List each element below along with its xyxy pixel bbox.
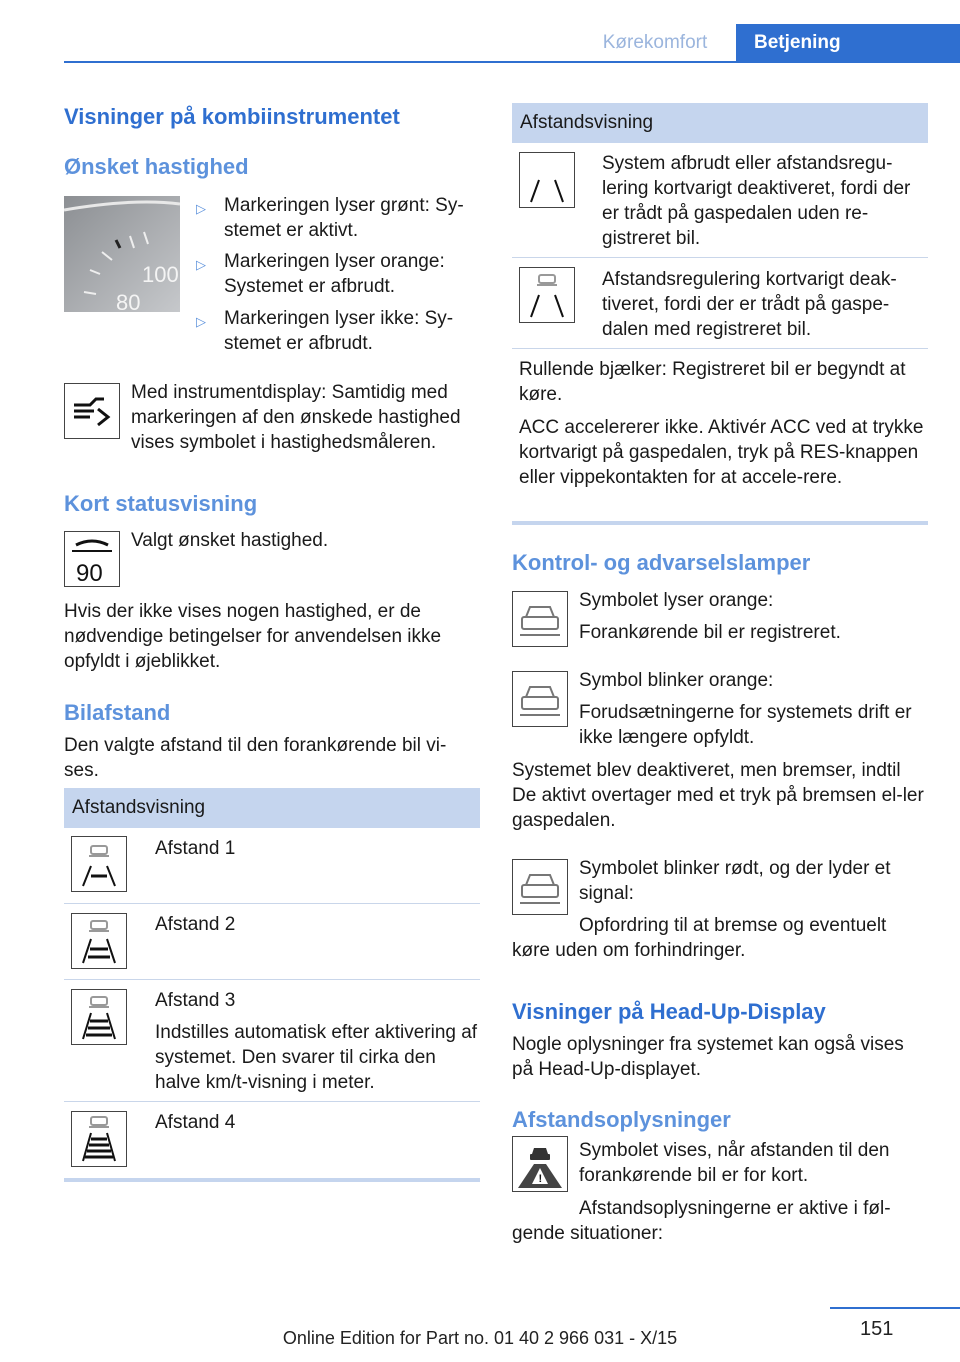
page-number: 151 xyxy=(860,1318,894,1340)
table-separator xyxy=(64,903,480,904)
lamp1-line2: Forankørende bil er registreret. xyxy=(579,622,841,643)
subtitle-distance-info: Afstandsoplysninger xyxy=(512,1107,731,1132)
table-separator xyxy=(64,1101,480,1102)
distance-warning-hud-icon xyxy=(512,1136,568,1192)
header-tab-active: Betjening xyxy=(736,24,960,62)
lamp3-line2a: Opfordring til at bremse og eventuelt xyxy=(579,915,887,936)
acc-not-accelerating-text: ACC accelererer ikke. Aktivér ACC ved at trykke kortvarigt på gaspedalen, tryk på RES-knappen eller vippekontakten for at accele-rere. xyxy=(519,417,924,488)
header-tab-section: Kørekomfort xyxy=(602,32,708,53)
bullet-item: ▷ Markeringen lyser ikke: Sy- stemet er afbrudt. xyxy=(196,308,454,354)
car-ahead-icon xyxy=(512,591,568,647)
gauge-label-100: 100 xyxy=(142,262,179,287)
distance-row-label: Afstand 4 xyxy=(155,1112,236,1133)
hud-text: Nogle oplysninger fra systemet kan også vises på Head-Up-displayet. xyxy=(512,1034,904,1080)
distance-intro: Den valgte afstand til den forankørende bil vi-ses. xyxy=(64,735,447,781)
lamp3-line1: Symbolet blinker rødt, og der lyder et signal: xyxy=(579,858,891,904)
hud-title: Visninger på Head-Up-Display xyxy=(512,999,826,1024)
table-end-rule xyxy=(64,1178,480,1182)
desired-speed-90-icon xyxy=(64,531,120,587)
lamp3-line2b: køre uden om forhindringer. xyxy=(512,940,746,961)
acc-interrupted-icon xyxy=(519,152,575,208)
acc-deactivated-car-icon xyxy=(519,267,575,323)
acc-interrupted-text: System afbrudt eller afstandsregu-lering kortvarigt deaktiveret, fordi der er trådt på gaspedalen uden re-gistreret bil. xyxy=(602,153,911,249)
speedometer-gauge-image xyxy=(64,196,180,312)
subtitle-warning-lamps: Kontrol- og advarselslamper xyxy=(512,550,811,575)
car-ahead-icon xyxy=(512,859,568,915)
table-separator xyxy=(512,257,928,258)
bullet-item: ▷ Markeringen lyser orange: Systemet er afbrudt. xyxy=(196,251,445,297)
distance-row-label: Afstand 3 xyxy=(155,990,236,1011)
distance-table-header: Afstandsvisning xyxy=(64,788,480,828)
info2-line2: gende situationer: xyxy=(512,1223,664,1244)
section-title: Visninger på kombiinstrumentet xyxy=(64,104,400,129)
gauge-label-80: 80 xyxy=(116,290,141,312)
subtitle-desired-speed: Ønsket hastighed xyxy=(64,154,249,179)
distance-3-icon xyxy=(71,989,127,1045)
distance-2-icon xyxy=(71,913,127,969)
acc-speed-icon xyxy=(64,383,120,439)
info1-text: Symbolet vises, når afstanden til den forankørende bil er for kort. xyxy=(579,1140,890,1186)
right-table-header: Afstandsvisning xyxy=(512,103,928,143)
bullet-item: ▷ Markeringen lyser grønt: Sy- stemet er aktivt. xyxy=(196,195,464,241)
footer-edition: Online Edition for Part no. 01 40 2 966 031 - X/15 xyxy=(282,1328,678,1348)
table-separator xyxy=(64,979,480,980)
distance-row-description: Indstilles automatisk efter aktivering af systemet. Den svarer til cirka den halve km/t-visning i meter. xyxy=(155,1022,478,1093)
header-rule xyxy=(64,61,960,63)
car-ahead-icon xyxy=(512,671,568,727)
status-icon-number: 90 xyxy=(76,560,103,587)
table-separator xyxy=(512,348,928,349)
lamp2-line2: Forudsætningerne for systemets drift er ikke længere opfyldt. xyxy=(579,702,912,748)
instrument-display-text: Med instrumentdisplay: Samtidig med markeringen af den ønskede hastighed vises symbolet i hastighedsmåleren. xyxy=(131,382,461,453)
subtitle-distance: Bilafstand xyxy=(64,700,171,725)
acc-deactivated-text: Afstandsregulering kortvarigt deak-tiveret, fordi der er trådt på gaspe-dalen med registreret bil. xyxy=(602,269,897,340)
lamp2-line1: Symbol blinker orange: xyxy=(579,670,774,691)
rolling-bars-text: Rullende bjælker: Registreret bil er begyndt at køre. xyxy=(519,359,906,405)
deactivated-text: Systemet blev deaktiveret, men bremser, indtil De aktivt overtager med et tryk på bremsen el-ler gaspedalen. xyxy=(512,760,924,831)
note-text: Hvis der ikke vises nogen hastighed, er de nødvendige betingelser for anvendelsen ikke opfyldt i øjeblikket. xyxy=(64,601,442,672)
distance-1-icon xyxy=(71,836,127,892)
distance-row-label: Afstand 2 xyxy=(155,914,236,935)
distance-row-label: Afstand 1 xyxy=(155,838,236,859)
lamp1-line1: Symbolet lyser orange: xyxy=(579,590,774,611)
page-number-rule xyxy=(830,1307,960,1309)
subtitle-short-status: Kort statusvisning xyxy=(64,491,258,516)
table-end-rule xyxy=(512,521,928,525)
status-text: Valgt ønsket hastighed. xyxy=(131,530,329,551)
distance-4-icon xyxy=(71,1111,127,1167)
info2-line1: Afstandsoplysningerne er aktive i føl- xyxy=(579,1198,891,1219)
svg-text:!: ! xyxy=(538,1173,543,1185)
